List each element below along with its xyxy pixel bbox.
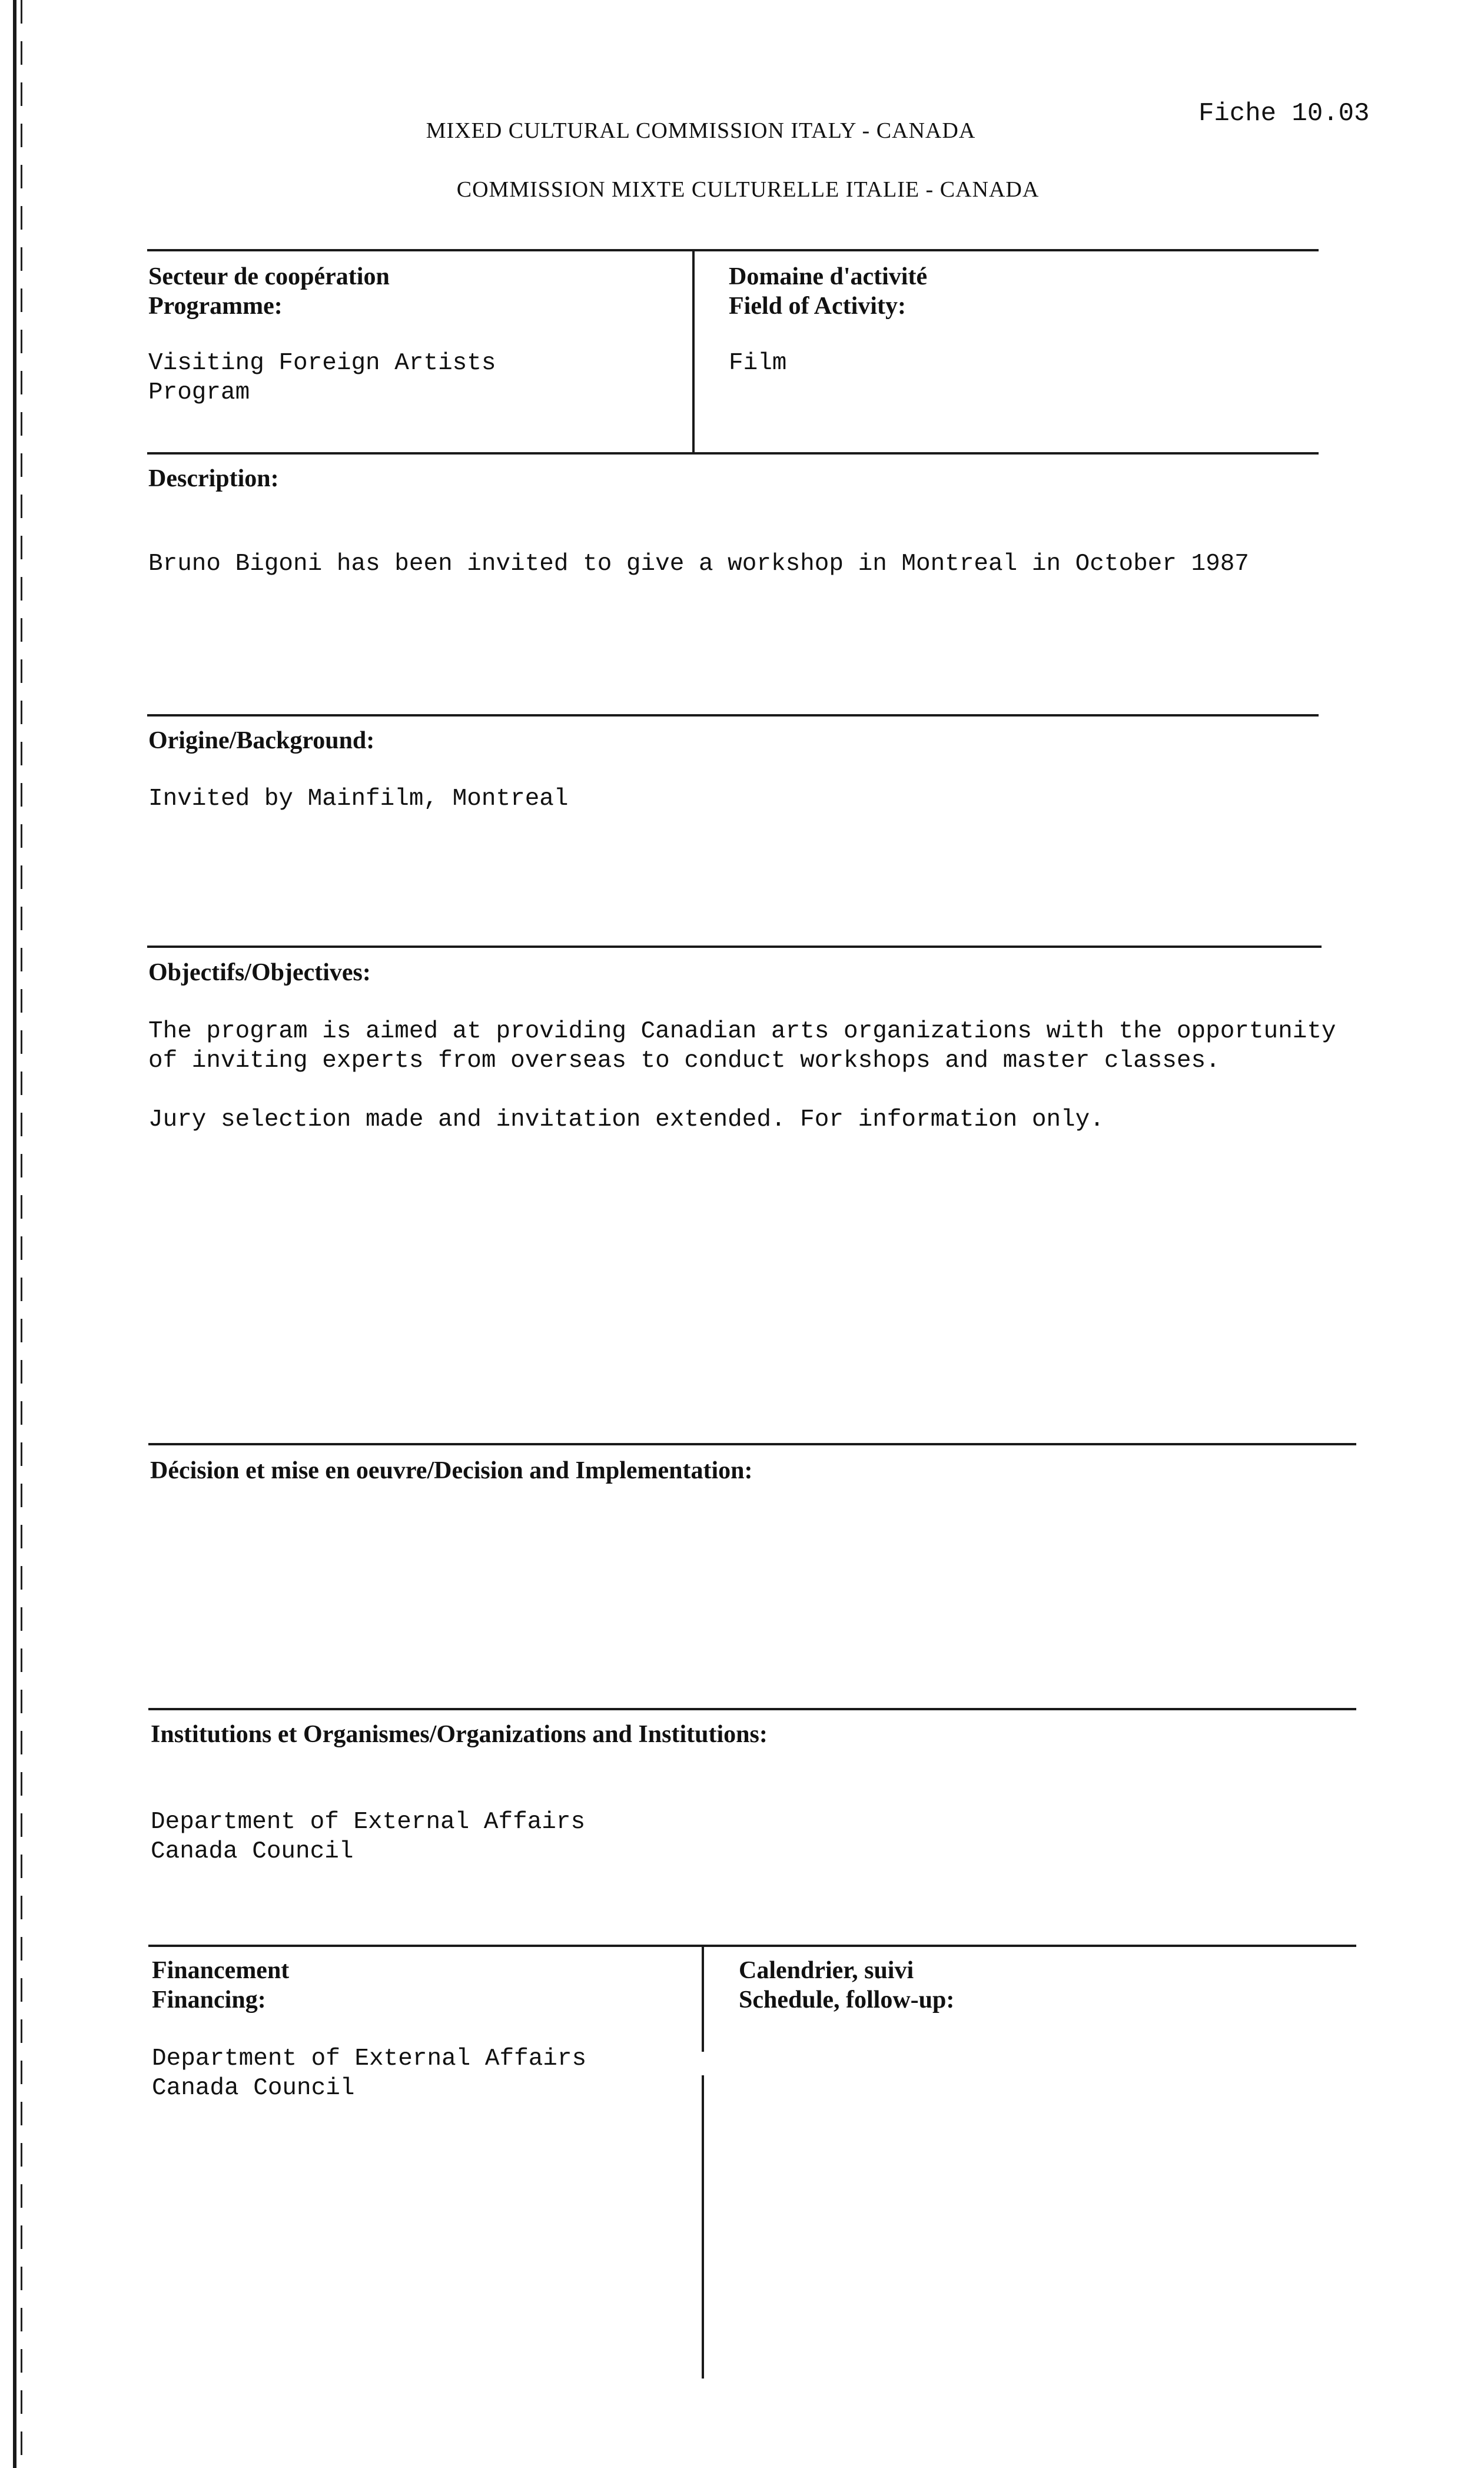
scan-edge <box>13 0 16 2468</box>
financing-line2: Canada Council <box>152 2075 355 2102</box>
financing-label-en: Financing: <box>152 1986 266 2013</box>
schedule-label-en: Schedule, follow-up: <box>739 1986 955 2013</box>
sector-label-en: Programme: <box>148 293 283 320</box>
domain-label-en: Field of Activity: <box>729 293 906 320</box>
decision-label: Décision et mise en oeuvre/Decision and Implementation: <box>150 1457 753 1484</box>
rule-objectives <box>147 946 1322 948</box>
divider-bottom-lower <box>702 2075 704 2379</box>
institutions-line2: Canada Council <box>151 1838 354 1865</box>
scan-edge-marks <box>21 0 22 2468</box>
title-french: COMMISSION MIXTE CULTURELLE ITALIE - CANADA <box>456 177 1040 202</box>
objectives-line2: of inviting experts from overseas to conduct workshops and master classes. <box>148 1047 1220 1074</box>
description-label: Description: <box>148 465 279 492</box>
objectives-label: Objectifs/Objectives: <box>148 959 371 986</box>
divider-bottom-upper <box>702 1946 704 2052</box>
sector-value-line1: Visiting Foreign Artists <box>148 350 496 377</box>
financing-line1: Department of External Affairs <box>152 2045 587 2072</box>
domain-value: Film <box>729 350 787 377</box>
background-text: Invited by Mainfilm, Montreal <box>148 785 569 812</box>
institutions-label: Institutions et Organismes/Organizations and Institutions: <box>151 1721 768 1748</box>
title-english: MIXED CULTURAL COMMISSION ITALY - CANADA <box>426 118 976 143</box>
fiche-number: Fiche 10.03 <box>1199 99 1370 128</box>
rule-institutions <box>148 1708 1356 1710</box>
objectives-line1: The program is aimed at providing Canadian arts organizations with the opportunity <box>148 1018 1336 1045</box>
financing-label-fr: Financement <box>152 1957 290 1984</box>
sector-label-fr: Secteur de coopération <box>148 263 390 290</box>
rule-financing <box>148 1945 1356 1947</box>
rule-decision <box>148 1443 1356 1445</box>
description-text: Bruno Bigoni has been invited to give a workshop in Montreal in October 1987 <box>148 550 1249 578</box>
rule-description <box>147 452 1319 455</box>
objectives-line3: Jury selection made and invitation extended. For information only. <box>148 1106 1104 1133</box>
sector-value-line2: Program <box>148 379 250 406</box>
domain-label-fr: Domaine d'activité <box>729 263 928 290</box>
rule-background <box>147 714 1319 716</box>
background-label: Origine/Background: <box>148 727 375 754</box>
rule-top <box>147 249 1319 251</box>
institutions-line1: Department of External Affairs <box>151 1809 586 1836</box>
divider-top <box>692 250 695 453</box>
schedule-label-fr: Calendrier, suivi <box>739 1957 914 1984</box>
